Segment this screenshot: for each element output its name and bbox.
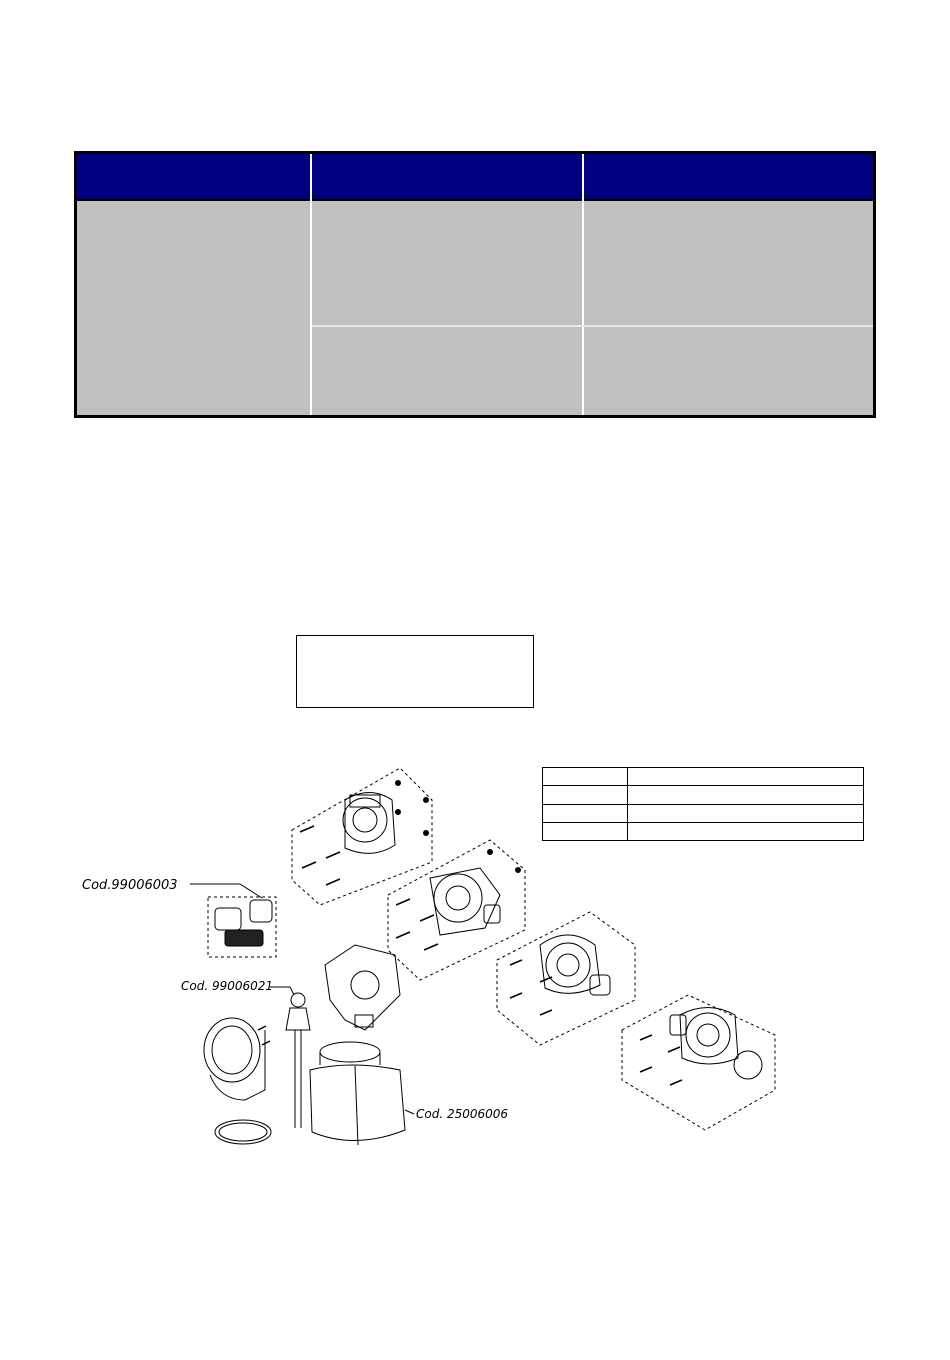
injector-code-label: Cod. 99006021 (181, 979, 274, 993)
distributor-fitting (190, 884, 276, 957)
distributor-code-label: Cod.99006003 (82, 878, 178, 893)
valve-body-third (497, 912, 635, 1045)
elbow-adapter (204, 1018, 271, 1144)
brine-tank (310, 1042, 414, 1145)
brine-valve-body (325, 945, 400, 1030)
valve-body-fourth (622, 995, 775, 1130)
valve-body-second (388, 840, 525, 980)
tank-code-label: Cod. 25006006 (416, 1107, 509, 1121)
valve-body-top (292, 768, 432, 905)
injector-assembly (270, 987, 310, 1128)
